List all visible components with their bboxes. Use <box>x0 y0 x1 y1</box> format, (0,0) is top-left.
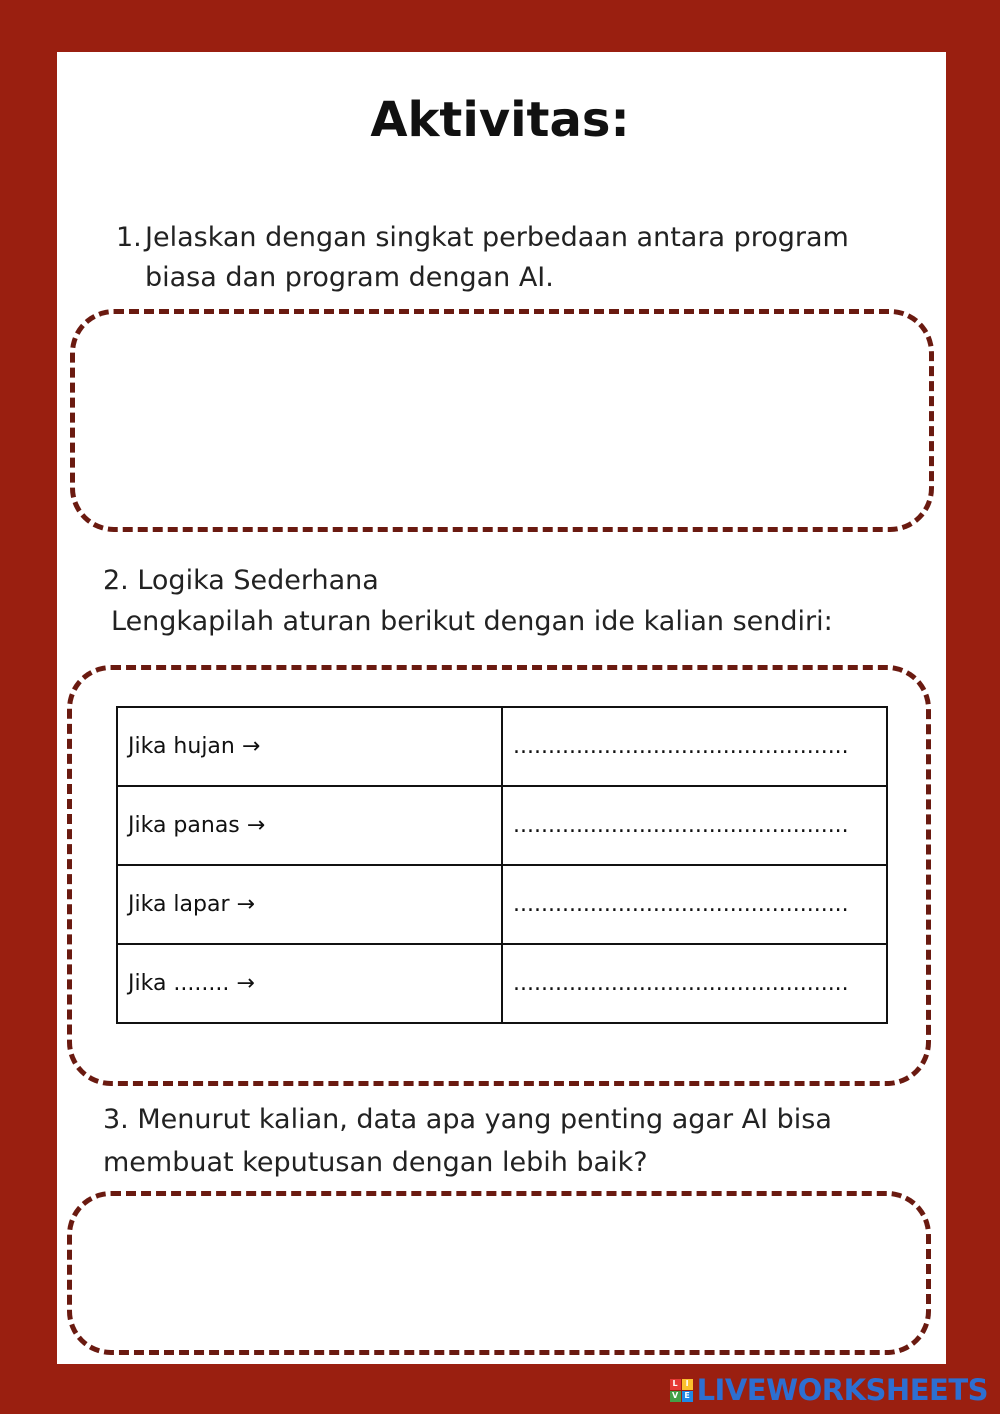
logo-letter: L <box>670 1379 681 1390</box>
table-row <box>117 944 887 1023</box>
logo-letter: V <box>670 1391 681 1402</box>
rule-condition: Jika hujan → <box>117 707 502 786</box>
logo-letter: I <box>682 1379 693 1390</box>
logo-text: LIVEWORKSHEETS <box>696 1373 988 1407</box>
logo-letter: E <box>682 1391 693 1402</box>
rule-condition: Jika lapar → <box>117 865 502 944</box>
table-row <box>117 865 887 944</box>
rule-condition[interactable]: Jika ........ → <box>117 944 502 1023</box>
answer-box-3[interactable] <box>67 1191 931 1355</box>
rule-condition: Jika panas → <box>117 786 502 865</box>
page-title: Aktivitas: <box>370 92 630 148</box>
rules-table <box>116 706 888 1024</box>
rule-answer-field[interactable]: ................................................ <box>502 707 887 786</box>
question-1 <box>116 218 896 298</box>
answer-box-1[interactable] <box>70 309 934 532</box>
table-row <box>117 786 887 865</box>
question-3: 3. Menurut kalian, data apa yang penting agar AI bisa membuat keputusan dengan lebih baik? <box>103 1104 832 1178</box>
question-1-number: 1. <box>116 222 142 253</box>
question-1-text: Jelaskan dengan singkat perbedaan antara program biasa dan program dengan AI. <box>145 222 849 293</box>
question-2 <box>103 560 903 642</box>
table-row <box>117 707 887 786</box>
question-2-instruction: Lengkapilah aturan berikut dengan ide kalian sendiri: <box>111 606 833 637</box>
rule-answer-field[interactable]: ................................................ <box>502 865 887 944</box>
rule-answer-field[interactable]: ................................................ <box>502 786 887 865</box>
question-2-heading: 2. Logika Sederhana <box>103 565 379 596</box>
liveworksheets-logo <box>670 1373 988 1407</box>
rule-answer-field[interactable]: ................................................ <box>502 944 887 1023</box>
logo-mark-icon <box>670 1379 693 1402</box>
